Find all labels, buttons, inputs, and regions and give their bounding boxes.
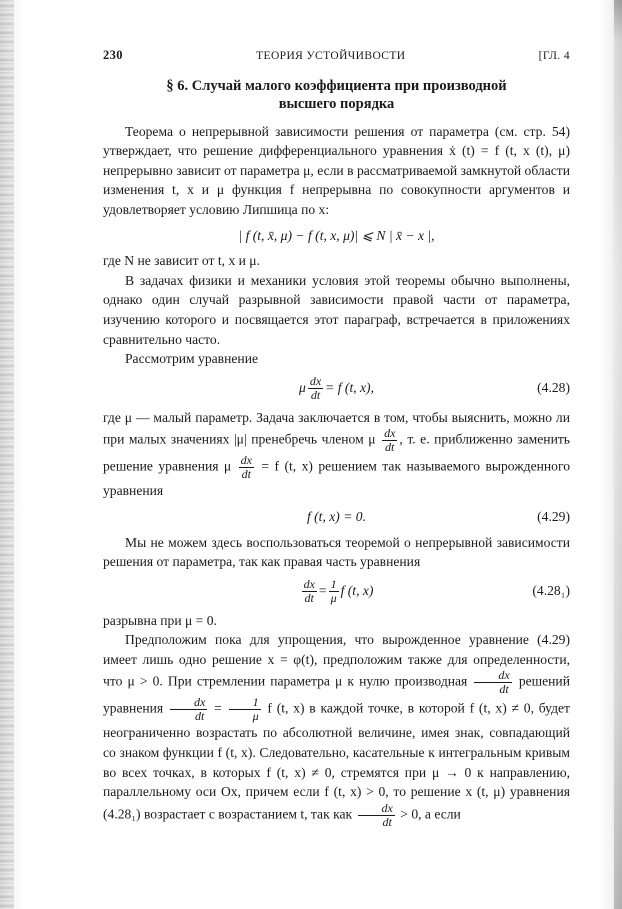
paragraph-physics: В задачах физики и механики условия этой теоремы обычно выполнены, однако один случай разрывной зависимости правой части от параметра, изучению которого и посвящается этот параграф, встречается в приложениях сравнительно часто.	[103, 272, 570, 347]
text-segment: где μ — малый параметр. Задача заключается в том, чтобы выяснить, можно ли при малых значениях |μ| пренебречь членом μ	[103, 409, 570, 447]
fraction-dx-dt	[382, 427, 397, 454]
scan-right-edge	[614, 0, 622, 909]
equals-sign: =	[318, 583, 327, 599]
paragraph-theorem: Теорема о непрерывной зависимости решения от параметра (см. стр. 54) утверждает, что решение дифференциального уравнения ẋ (t) = f (t, x (t), μ) непрерывно зависит от параметра μ, если в рассматриваемой замкнутой области изменения t, x и μ функция f непрерывна по совокупности аргументов и удовлетворяет условию Липшица по x:	[103, 123, 570, 217]
equation-4-28	[103, 375, 570, 402]
numerator: dx	[240, 453, 252, 468]
text-segment: , т. е. приближенно заменить решение уравнения μ	[103, 431, 570, 474]
text-segment: f (t, x) в каждой точке, в которой f (t, x) ≠ 0, будет неограниченно возрастать по абсолютной величине, имея знак, совпадающий со знаком функции f (t, x). Следовательно, касательные к интегральным кривым во всех точках, в которых f (t, x) ≠ 0, стремятся при μ → 0 к направлению, параллельному оси Ox, причем если f (t, x) > 0, то решение x (t, μ) уравнения (4.28₁) возрастает с возрастанием t, так как	[103, 701, 570, 822]
equation-body: f (t, x) = 0.	[306, 508, 366, 524]
numerator: dx	[303, 576, 315, 591]
chapter-marker: [ГЛ. 4	[538, 50, 570, 62]
fraction-dx-dt	[302, 578, 317, 605]
fraction-dx-dt	[358, 802, 395, 829]
denominator: μ	[252, 709, 259, 724]
equals-sign: =	[214, 701, 222, 717]
equation-4-28-1	[103, 578, 570, 605]
equation-rhs: f (t, x)	[340, 583, 374, 599]
numerator: 1	[330, 576, 337, 591]
text-segment: решений уравнения	[103, 674, 570, 717]
text-segment: > 0, а если	[400, 806, 461, 822]
equation-number: (4.28₁)	[532, 583, 570, 599]
paragraph-small-parameter	[103, 408, 570, 501]
equation-number: (4.29)	[537, 508, 570, 524]
running-header	[103, 46, 570, 67]
formula-lipschitz	[103, 226, 570, 246]
equation-4-29	[103, 507, 570, 527]
denominator: dt	[304, 590, 314, 605]
fraction-dx-dt	[474, 669, 511, 696]
numerator: 1	[229, 696, 261, 710]
equation-number: (4.28)	[537, 380, 570, 396]
fraction-dx-dt	[170, 696, 207, 723]
numerator: dx	[309, 373, 322, 388]
mu-symbol: μ	[299, 380, 306, 396]
page-number: 230	[103, 48, 123, 62]
paragraph-consider: Рассмотрим уравнение	[125, 351, 258, 367]
paragraph-assume	[103, 630, 570, 829]
section-title-line1: § 6. Случай малого коэффициента при производной	[166, 77, 507, 94]
equation-rhs: = f (t, x),	[325, 380, 374, 396]
numerator: dx	[384, 426, 396, 441]
numerator: dx	[358, 802, 395, 816]
page-content	[103, 46, 570, 829]
fraction-dx-dt	[308, 375, 323, 402]
paragraph-cannot-use: Мы не можем здесь воспользоваться теоремой о непрерывной зависимости решения от параметра, так как правая часть уравнения	[103, 534, 570, 570]
fraction-dx-dt	[239, 454, 254, 481]
lipschitz-expression: | f (t, x̄, μ) − f (t, x, μ)| ⩽ N | x̄ − x |,	[238, 227, 435, 243]
denominator: dt	[194, 709, 205, 724]
section-title	[103, 77, 570, 114]
fraction-1-mu	[229, 696, 261, 723]
text-segment: = f (t, x) решением так называемого вырожденного уравнения	[103, 458, 570, 499]
section-title-line2: высшего порядка	[278, 96, 395, 113]
scan-binding-edge	[0, 0, 14, 909]
paragraph-discontinuous: разрывна при μ = 0.	[103, 612, 217, 628]
numerator: dx	[474, 669, 511, 683]
denominator: μ	[330, 590, 337, 605]
numerator: dx	[170, 696, 207, 710]
text-segment: Предположим пока для упрощения, что вырожденное уравнение (4.29) имеет лишь одно решение x = φ(t), предположим также для определенности, что μ > 0. При стремлении параметра μ к нулю производная	[103, 632, 570, 690]
running-title: ТЕОРИЯ УСТОЙЧИВОСТИ	[256, 50, 406, 62]
denominator: dt	[382, 814, 392, 829]
denominator: dt	[241, 467, 251, 482]
denominator: dt	[499, 682, 509, 697]
denominator: dt	[385, 440, 395, 455]
denominator: dt	[310, 387, 321, 402]
fraction-1-mu	[329, 578, 339, 605]
paragraph-n-independent: где N не зависит от t, x и μ.	[103, 253, 260, 269]
